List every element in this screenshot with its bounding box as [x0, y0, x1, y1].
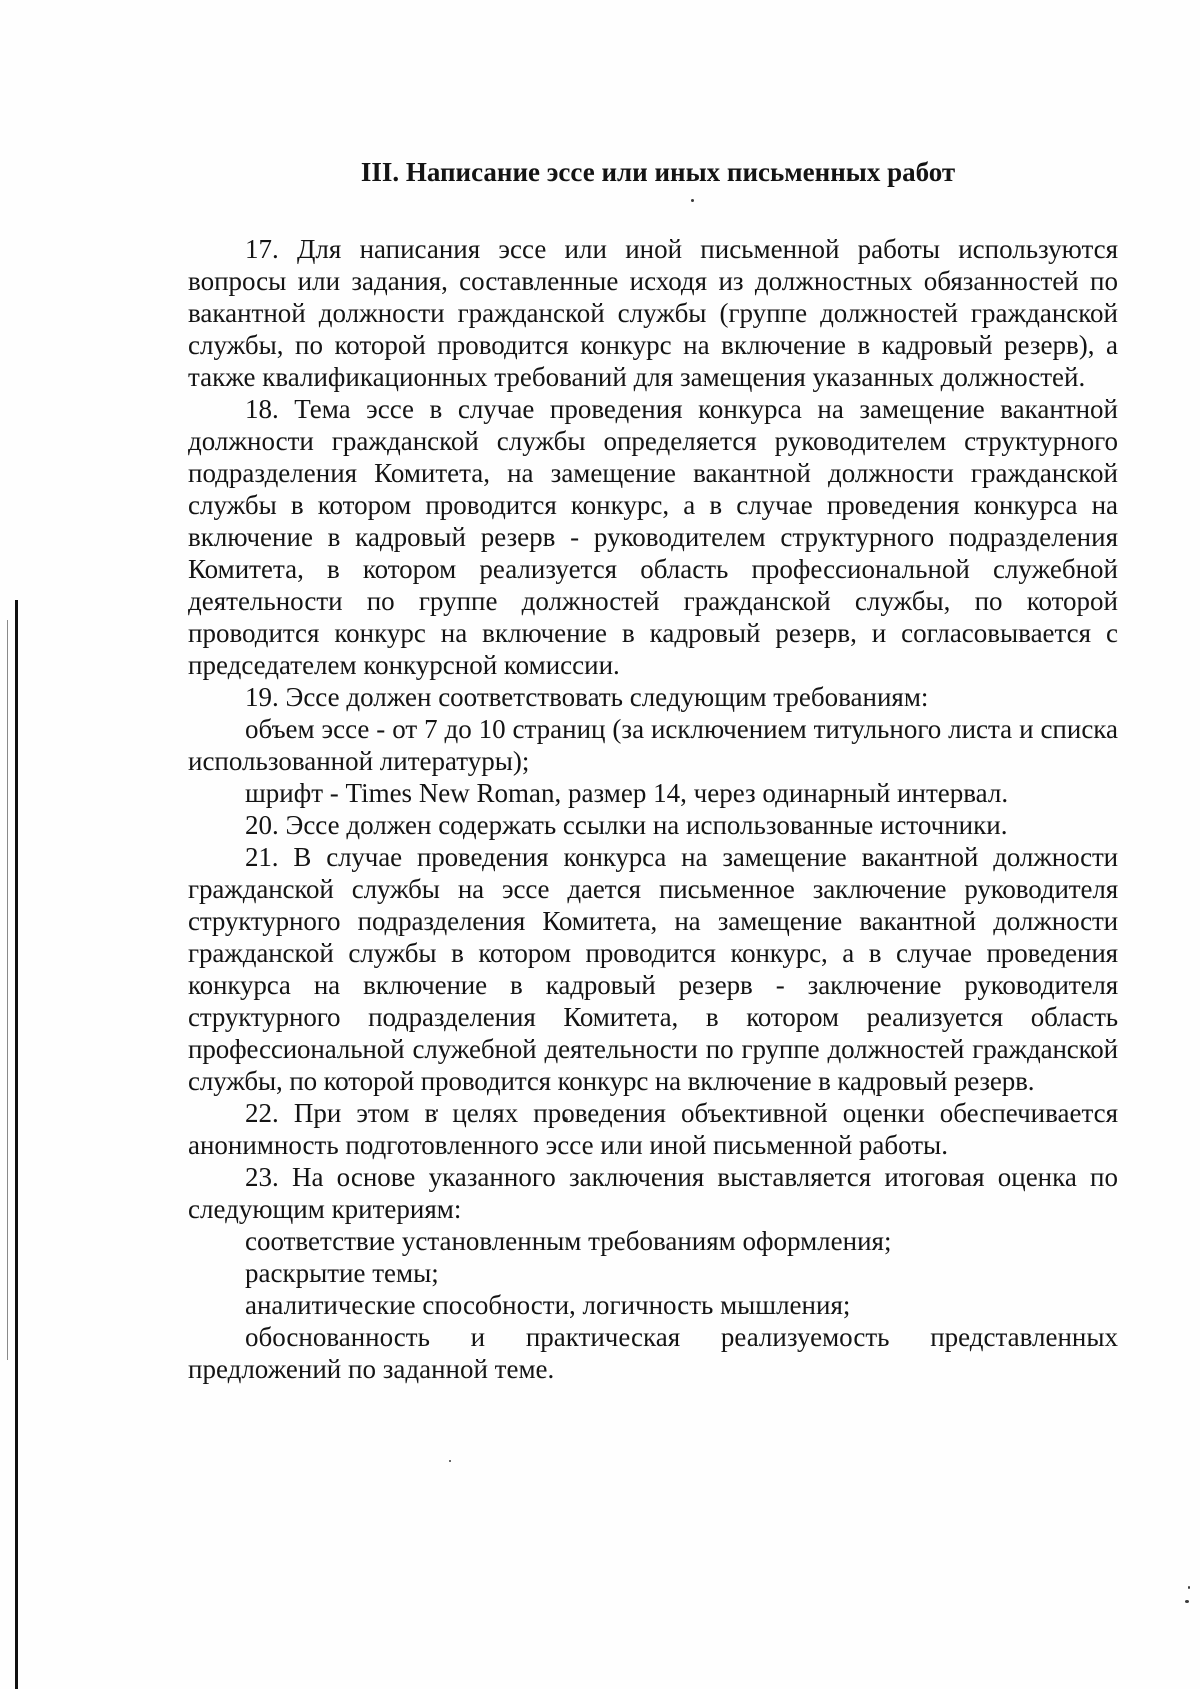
criterion-feasibility: обоснованность и практическая реализуемость представленных предложений по заданной теме. [188, 1322, 1118, 1384]
document-body [188, 233, 1118, 1385]
scan-speck [449, 1460, 451, 1462]
criterion-topic: раскрытие темы; [245, 1258, 439, 1288]
paragraph-17: 17. Для написания эссе или иной письменной работы используются вопросы или задания, составленные исходя из должностных обязанностей по вакантной должности гражданской службы (группе должностей гражданской службы, по которой проводится конкурс на включение в кадровый резерв), а также квалификационных требований для замещения указанных должностей. [188, 234, 1118, 392]
scan-speck [1188, 1586, 1190, 1589]
section-heading: III. Написание эссе или иных письменных работ [360, 157, 956, 187]
requirement-font: шрифт - Times New Roman, размер 14, через одинарный интервал. [245, 778, 1009, 808]
paragraph-18: 18. Тема эссе в случае проведения конкурса на замещение вакантной должности гражданской службы определяется руководителем структурного подразделения Комитета, на замещение вакантной должности гражданской службы в котором проводится конкурс, а в случае проведения конкурса на включение в кадровый резерв - руководителем структурного подразделения Комитета, в котором реализуется область профессиональной служебной деятельности по группе должностей гражданской службы, по которой проводится конкурс на включение в кадровый резерв, и согласовывается с председателем конкурсной комиссии. [188, 394, 1118, 680]
scan-speck [1185, 1600, 1189, 1603]
scan-streak [7, 620, 8, 1360]
criterion-formatting: соответствие установленным требованиям оформления; [245, 1226, 892, 1256]
criterion-analytical: аналитические способности, логичность мышления; [245, 1290, 851, 1320]
scan-edge-bar [15, 600, 18, 1689]
paragraph-21: 21. В случае проведения конкурса на замещение вакантной должности гражданской службы на эссе дается письменное заключение руководителя структурного подразделения Комитета, на замещение вакантной должности гражданской службы в котором проводится конкурс, а в случае проведения конкурса на включение в кадровый резерв - заключение руководителя структурного подразделения Комитета, в котором реализуется область профессиональной служебной деятельности по группе должностей гражданской службы, по которой проводится конкурс на включение в кадровый резерв. [188, 842, 1118, 1096]
paragraph-20: 20. Эссе должен содержать ссылки на использованные источники. [245, 810, 1008, 840]
paragraph-22: 22. При этом в целях проведения объективной оценки обеспечивается анонимность подготовленного эссе или иной письменной работы. [188, 1098, 1118, 1160]
paragraph-19: 19. Эссе должен соответствовать следующим требованиям: [245, 682, 929, 712]
scan-speck [691, 199, 694, 202]
requirement-volume: объем эссе - от 7 до 10 страниц (за исключением титульного листа и списка использованной литературы); [188, 714, 1118, 776]
paragraph-23: 23. На основе указанного заключения выставляется итоговая оценка по следующим критериям: [188, 1162, 1118, 1224]
